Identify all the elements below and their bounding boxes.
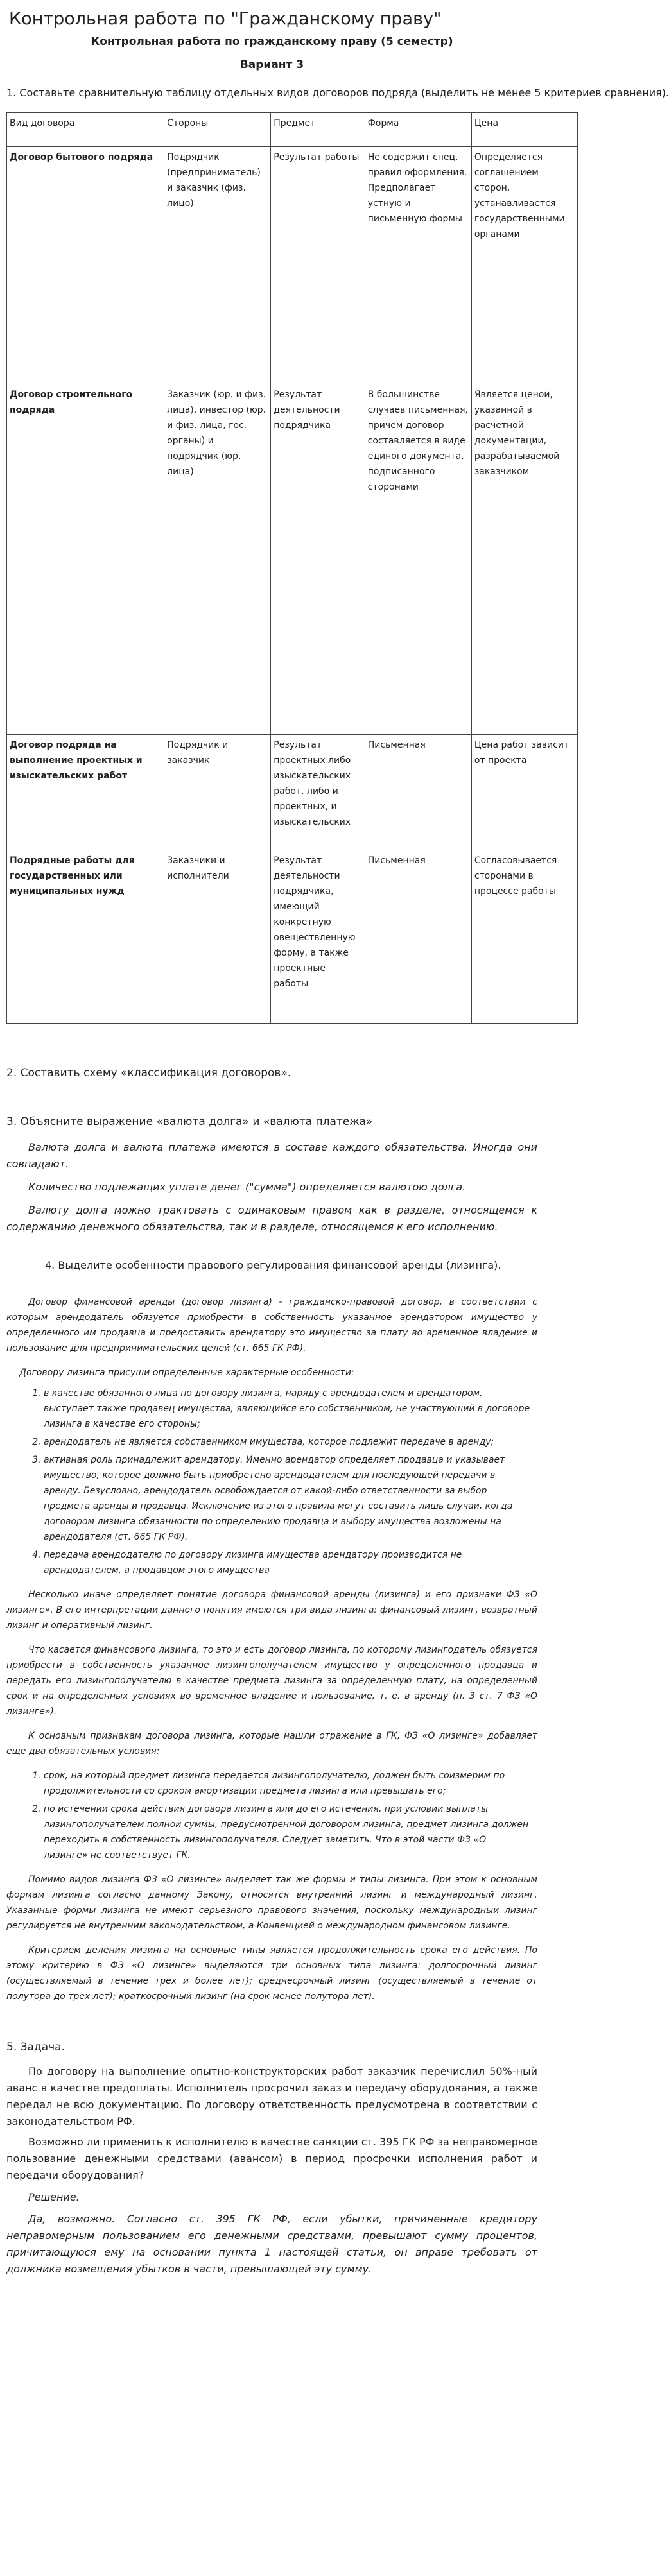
task5-paragraph: По договору на выполнение опытно-конструкторских работ заказчик перечислил 50%-ный аванс в качестве предоплаты. Исполнитель просрочил заказ и передачу оборудования, а также передал не всю документацию. По договору ответственность предусмотрена в соответствии с законодательством РФ. bbox=[6, 2065, 537, 2127]
list-item: 3. активная роль принадлежит арендатору. Именно арендатор определяет продавца и указывает имущество, которое должно быть приобретено арендодателем для последующей передачи в аренду. Безусловно, арендодатель освобождается от какой-либо ответственности за выбор предмета аренды и продавца. Исключение из этого правила могут составить лишь случаи, когда договором лизинга обязанности по определению продавца и выбору имущества возложены на арендодателя (ст. 665 ГК РФ). bbox=[44, 1452, 532, 1545]
table-cell-parties: Заказчик (юр. и физ. лица), инвестор (юр. и физ. лица, гос. органы) и подрядчик (юр. лица) bbox=[164, 384, 271, 735]
list-item: 2. арендодатель не является собственником имущества, которое подлежит передаче в аренду; bbox=[44, 1434, 532, 1450]
list-item: 4. передача арендодателю по договору лизинга имущества арендатору производится не арендодателем, а продавцом этого имущества bbox=[44, 1547, 532, 1578]
table-header-cell: Стороны bbox=[164, 113, 271, 147]
table-cell-form: Письменная bbox=[365, 735, 471, 850]
variant-heading: Вариант 3 bbox=[239, 58, 304, 71]
task4-paragraph: Критерием деления лизинга на основные типы является продолжительность срока его действия. По этому критерию в ФЗ «О лизинге» выделяются три основных типа лизинга: долгосрочный лизинг (осуществляемый в течение трех и более лет); среднесрочный лизинг (осуществляемый в течение от полутора до трех лет); краткосрочный лизинг (на срок менее полутора лет). bbox=[6, 1945, 537, 2002]
task4-paragraph: К основным признакам договора лизинга, которые нашли отражение в ГК, ФЗ «О лизинге» добавляет еще два обязательных условия: bbox=[6, 1731, 537, 1756]
task3-paragraph: Валюта долга и валюта платежа имеются в составе каждого обязательства. Иногда они совпадают. bbox=[6, 1141, 537, 1170]
table-cell-price: Является ценой, указанной в расчетной документации, разрабатываемой заказчиком bbox=[471, 384, 577, 735]
task3-paragraph: Валюту долга можно трактовать с одинаковым правом как в разделе, относящемся к содержанию денежного обязательства, так и в разделе, относящемся к его исполнению. bbox=[6, 1204, 537, 1233]
table-cell-form: В большинстве случаев письменная, причем договор составляется в виде единого документа, подписанного сторонами bbox=[365, 384, 471, 735]
task5-paragraph: Возможно ли применить к исполнителю в качестве санкции ст. 395 ГК РФ за неправомерное пользование денежными средствами (авансом) в период просрочки исполнения работ и передачи оборудования? bbox=[6, 2136, 537, 2181]
table-cell-type: Договор подряда на выполнение проектных и изыскательских работ bbox=[7, 735, 164, 850]
list-item: 1. срок, на который предмет лизинга передается лизингополучателю, должен быть соизмерим по продолжительности со сроком амортизации предмета лизинга или превышать его; bbox=[44, 1768, 532, 1799]
table-cell-parties: Подрядчик и заказчик bbox=[164, 735, 271, 850]
table-row bbox=[7, 735, 578, 850]
table-cell-form: Не содержит спец. правил оформления. Предполагает устную и письменную формы bbox=[365, 147, 471, 384]
table-header-cell: Цена bbox=[471, 113, 577, 147]
task5-paragraph: Да, возможно. Согласно ст. 395 ГК РФ, если убытки, причиненные кредитору неправомерным пользованием его денежными средствами, превышают сумму процентов, причитающуюся ему на основании пункта 1 настоящей статьи, он вправе требовать от должника возмещения убытков в части, превышающей эту сумму. bbox=[6, 2213, 537, 2275]
table-row bbox=[7, 384, 578, 735]
table-cell-price: Определяется соглашением сторон, устанавливается государственными органами bbox=[471, 147, 577, 384]
table-header-row bbox=[7, 113, 578, 147]
table-cell-subject: Результат работы bbox=[271, 147, 365, 384]
contracts-table bbox=[6, 112, 578, 1024]
table-cell-parties: Подрядчик (предприниматель) и заказчик (физ. лицо) bbox=[164, 147, 271, 384]
table-cell-subject: Результат деятельности подрядчика bbox=[271, 384, 365, 735]
table-cell-type: Договор строительного подряда bbox=[7, 384, 164, 735]
leasing-features-list bbox=[6, 1386, 532, 1578]
task4-paragraph: Помимо видов лизинга ФЗ «О лизинге» выделяет так же формы и типы лизинга. При этом к основным формам лизинга согласно данному Закону, относятся внутренний лизинг и международный лизинг. Указанные формы лизинга не имеют серьезного правового значения, поскольку международный лизинг регулируется не внутренним законодательством, а Конвенцией о международном финансовом лизинге. bbox=[6, 1875, 537, 1931]
table-cell-type: Подрядные работы для государственных или муниципальных нужд bbox=[7, 850, 164, 1024]
table-row bbox=[7, 147, 578, 384]
task4-paragraph: Что касается финансового лизинга, то это и есть договор лизинга, по которому лизингодатель обязуется приобрести в собственность указанное лизингополучателем имущество у определенного продавца и передать его лизингополучателю в качестве предмета лизинга за определенную плату, на определенный срок и на определенных условиях во временное владение и пользование, т. е. в аренду (п. 3 ст. 7 ФЗ «О лизинге»). bbox=[6, 1645, 537, 1717]
task4-paragraph: Договору лизинга присущи определенные характерные особенности: bbox=[19, 1368, 354, 1378]
task3-paragraph: Количество подлежащих уплате денег ("сумма") определяется валютою долга. bbox=[28, 1181, 466, 1193]
table-header-cell: Форма bbox=[365, 113, 471, 147]
task3-text: 3. Объясните выражение «валюта долга» и «валюта платежа» bbox=[6, 1115, 373, 1128]
table-header-cell: Вид договора bbox=[7, 113, 164, 147]
table-cell-price: Согласовывается сторонами в процессе работы bbox=[471, 850, 577, 1024]
task5-text: 5. Задача. bbox=[6, 2041, 65, 2054]
page-title: Контрольная работа по "Гражданскому праву" bbox=[9, 9, 442, 29]
task2-text: 2. Составить схему «классификация договоров». bbox=[6, 1067, 291, 1079]
table-cell-type: Договор бытового подряда bbox=[7, 147, 164, 384]
leasing-conditions-list bbox=[6, 1768, 532, 1863]
list-item: 2. по истечении срока действия договора лизинга или до его истечения, при условии выплаты лизингополучателем полной суммы, предусмотренной договором лизинга, предмет лизинга должен переходить в собственность лизингополучателя. Следует заметить. Что в этой части ФЗ «О лизинге» не соответствует ГК. bbox=[44, 1801, 532, 1863]
solution-heading: Решение. bbox=[28, 2191, 80, 2203]
table-cell-price: Цена работ зависит от проекта bbox=[471, 735, 577, 850]
task4-text: 4. Выделите особенности правового регулирования финансовой аренды (лизинга). bbox=[45, 1259, 501, 1271]
table-header-cell: Предмет bbox=[271, 113, 365, 147]
table-cell-form: Письменная bbox=[365, 850, 471, 1024]
table-cell-subject: Результат проектных либо изыскательских работ, либо и проектных, и изыскательских bbox=[271, 735, 365, 850]
document-subtitle: Контрольная работа по гражданскому праву (5 семестр) bbox=[91, 35, 453, 48]
task4-paragraph: Несколько иначе определяет понятие договора финансовой аренды (лизинга) и его признаки ФЗ «О лизинге». В его интерпретации данного понятия имеются три вида лизинга: финансовый лизинг, возвратный лизинг и оперативный лизинг. bbox=[6, 1590, 537, 1631]
task4-paragraph: Договор финансовой аренды (договор лизинга) - гражданско-правовой договор, в соответствии с которым арендодатель обязуется приобрести в собственность указанное арендатором имущество у определенного им продавца и предоставить арендатору это имущество за плату во временное владение и пользование для предпринимательских целей (ст. 665 ГК РФ). bbox=[6, 1297, 537, 1353]
list-item: 1. в качестве обязанного лица по договору лизинга, наряду с арендодателем и арендатором, выступает также продавец имущества, являющийся его собственником, не участвующий в договоре лизинга в качестве его стороны; bbox=[44, 1386, 532, 1432]
table-cell-subject: Результат деятельности подрядчика, имеющий конкретную овеществленную форму, а также проектные работы bbox=[271, 850, 365, 1024]
table-cell-parties: Заказчики и исполнители bbox=[164, 850, 271, 1024]
table-row bbox=[7, 850, 578, 1024]
task1-text: 1. Составьте сравнительную таблицу отдельных видов договоров подряда (выделить не менее 5 критериев сравнения). bbox=[6, 87, 669, 99]
